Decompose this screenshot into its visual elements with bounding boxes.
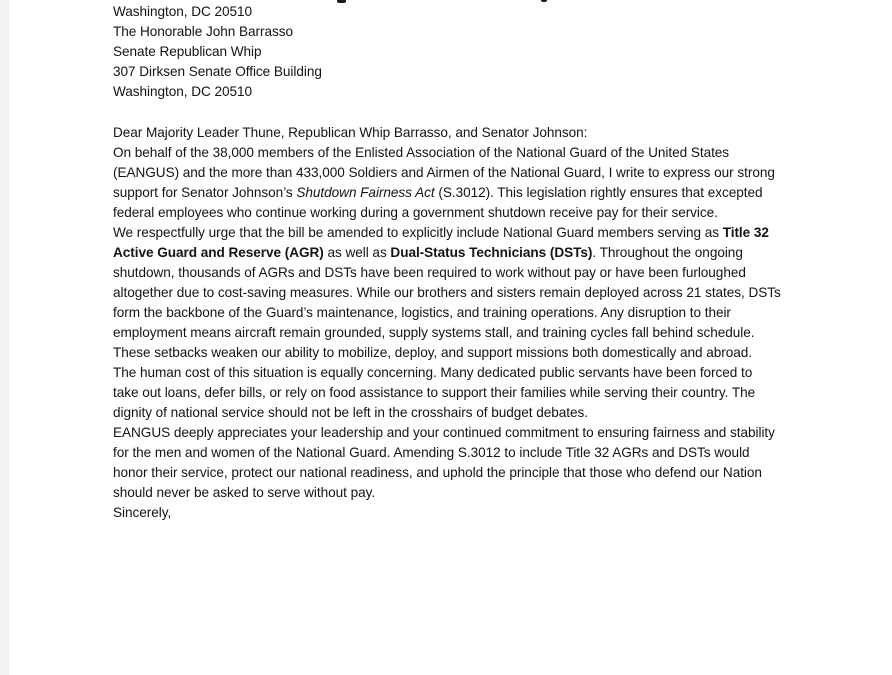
text-run-bold: Title 32 Active Guard and Reserve (AGR): [113, 225, 769, 260]
paragraph-appreciation: [113, 423, 781, 503]
text-run: as well as: [323, 245, 391, 260]
text-run-bold: Dual-Status Technicians (DSTs): [390, 245, 593, 260]
paragraph-human-cost: [113, 363, 781, 423]
recipient-address-block: [113, 22, 781, 102]
letter-body: [113, 0, 781, 523]
paragraph-support-statement: [113, 143, 781, 223]
text-run: (S.3012). This legislation rightly ensures that excepted federal employees who continue working during a government shutdown receive pay for their service.: [113, 185, 763, 220]
recipient-name: The Honorable John Barrasso: [113, 24, 294, 39]
paragraph-amendment-request: [113, 223, 781, 363]
page-left-edge: [0, 0, 9, 675]
text-run: The human cost of this situation is equally concerning. Many dedicated public servants have been forced to take out loans, defer bills, or rely on food assistance to support their families while serving their country. The dignity of national service should not be left in the crosshairs of budget debates.: [113, 365, 756, 420]
recipient-title: Senate Republican Whip: [113, 44, 262, 59]
recipient-street: 307 Dirksen Senate Office Building: [113, 64, 322, 79]
text-run: On behalf of the 38,000 members of the Enlisted Association of the National Guard of the United States (EANGUS) and the more than 433,000 Soldiers and Airmen of the National Guard, I write to express our strong support for Senator Johnson’s: [113, 145, 775, 200]
text-run: . Throughout the ongoing shutdown, thousands of AGRs and DSTs have been required to work without pay or have been furloughed altogether due to cost-saving measures. While our brothers and sisters remain deployed across 21 states, DSTs form the backbone of the Guard’s maintenance, logistics, and training operations. Any disruption to their employment means aircraft remain grounded, supply systems stall, and training cycles fall behind schedule. These setbacks weaken our ability to mobilize, deploy, and support missions both domestically and abroad.: [113, 245, 781, 360]
closing-salutation: Sincerely,: [113, 505, 172, 520]
text-run: We respectfully urge that the bill be amended to explicitly include National Guard members serving as: [113, 225, 723, 240]
text-run: EANGUS deeply appreciates your leadership and your continued commitment to ensuring fairness and stability for the men and women of the National Guard. Amending S.3012 to include Title 32 AGRs and DSTs would honor their service, protect our national readiness, and uphold the principle that those who defend our Nation should never be asked to serve without pay.: [113, 425, 775, 500]
recipient-city-line: Washington, DC 20510: [113, 84, 253, 99]
text-run-italic: Shutdown Fairness Act: [296, 185, 435, 200]
salutation: Dear Majority Leader Thune, Republican Whip Barrasso, and Senator Johnson:: [113, 125, 588, 140]
sender-address-city-line: Washington, DC 20510: [113, 4, 253, 19]
